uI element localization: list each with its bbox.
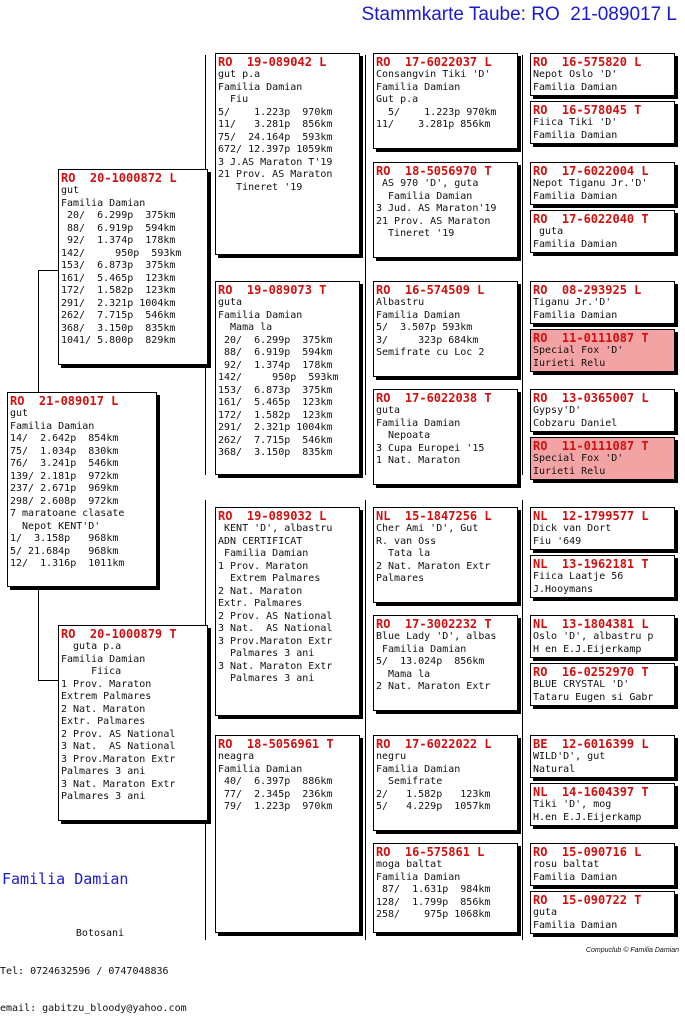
contact-email: email: gabitzu_bloody@yahoo.com: [0, 1003, 187, 1014]
ring-number: RO 11-0111087 T: [533, 331, 649, 345]
card-line: Tiganu Jr.'D': [533, 297, 612, 308]
contact-phone: Tel: 0724632596 / 0747048836: [0, 965, 169, 977]
card-line: ADN CERTIFICAT: [218, 535, 303, 547]
card-line: 3 Nat. Maraton Extr: [61, 778, 176, 790]
card-line: Nepot KENT'D': [10, 520, 101, 532]
card-line: 262/ 7.715p 546km: [61, 310, 176, 321]
pedigree-card-mmf: [373, 735, 518, 831]
card-line: Tiki 'D', mog: [533, 799, 612, 810]
card-line: Tata la: [376, 548, 431, 559]
pedigree-card-mf: [215, 507, 360, 716]
pedigree-card-fmf: [373, 281, 518, 377]
pedigree-card-father: [58, 169, 208, 365]
ring-number: NL 13-1962181 T: [533, 557, 649, 571]
card-line: Familia Damian: [376, 871, 461, 883]
card-line: BLUE CRYSTAL 'D': [533, 679, 630, 690]
page-title: Stammkarte Taube: RO 21-089017 L: [361, 4, 677, 25]
card-line: gut: [10, 408, 29, 419]
card-line: moga baltat: [376, 859, 443, 870]
ring-number: NL 12-1799577 L: [533, 509, 649, 523]
pedigree-card-g9: [530, 507, 675, 550]
card-line: 77/ 2.345p 236km: [218, 788, 333, 800]
contact-city: Botosani: [75, 928, 125, 939]
card-line: 172/ 1.582p 123km: [61, 285, 176, 296]
card-line: Familia Damian: [218, 548, 309, 559]
card-line: Semifrate cu Loc 2: [376, 347, 485, 358]
card-line: KENT 'D', albastru: [218, 523, 333, 534]
card-line: 1041/ 5.800p 829km: [61, 335, 176, 346]
card-line: 258/ 975p 1068km: [376, 909, 491, 920]
card-line: rosu baltat: [533, 859, 600, 870]
card-line: 14/ 2.642p 854km: [10, 433, 119, 444]
pedigree-card-g8: [530, 437, 675, 480]
card-line: Familia Damian: [376, 763, 461, 775]
card-line: R. van Oss: [376, 535, 437, 547]
card-line: 2 Nat. Maraton Extr: [376, 560, 491, 572]
card-line: 5/ 21.684p 968km: [10, 545, 119, 557]
pedigree-card-fff: [373, 53, 518, 149]
ring-number: RO 20-1000872 L: [61, 171, 177, 185]
card-line: 161/ 5.465p 123km: [61, 272, 176, 284]
card-line: Familia Damian: [533, 81, 618, 93]
card-line: guta: [533, 907, 558, 918]
card-line: gut: [61, 185, 80, 196]
card-line: 3 J.AS Maraton T'19: [218, 156, 333, 168]
card-line: 2/ 1.582p 123km: [376, 788, 491, 800]
card-line: 7 maratoane clasate: [10, 508, 125, 519]
ring-number: RO 17-6022040 T: [533, 212, 649, 226]
card-line: 92/ 1.374p 178km: [218, 359, 333, 371]
ring-number: NL 13-1804381 L: [533, 617, 649, 631]
card-line: Tineret '19: [376, 228, 455, 239]
card-line: 2 Prov. AS National: [218, 610, 333, 622]
card-line: Extrem Palmares: [218, 573, 321, 584]
card-line: Nepot Tiganu Jr.'D': [533, 178, 648, 189]
card-line: negru: [376, 751, 407, 762]
card-line: Familia Damian: [376, 190, 473, 202]
card-line: Familia Damian: [533, 919, 618, 931]
card-line: 142/ 950p 593km: [61, 247, 182, 259]
card-line: 291/ 2.321p 1004km: [61, 297, 176, 309]
ring-number: RO 16-578045 T: [533, 103, 642, 117]
card-line: Consangvin Tiki 'D': [376, 69, 491, 80]
card-line: 5/ 3.507p 593km: [376, 322, 473, 333]
card-line: Palmares 3 ani: [218, 648, 315, 659]
card-line: 21 Prov. AS Maraton: [218, 169, 333, 180]
card-line: Familia Damian: [376, 417, 461, 429]
card-line: Familia Damian: [533, 871, 618, 883]
card-line: 298/ 2.608p 972km: [10, 495, 119, 507]
pedigree-card-g14: [530, 783, 675, 826]
card-line: 1 Nat. Maraton: [376, 455, 461, 466]
card-line: Special Fox 'D': [533, 345, 624, 356]
pedigree-card-g13: [530, 735, 675, 778]
card-line: Albastru: [376, 297, 425, 308]
card-line: Blue Lady 'D', albas: [376, 631, 497, 642]
pedigree-card-ff: [215, 53, 360, 255]
card-line: 76/ 3.241p 546km: [10, 458, 119, 469]
card-line: J.Hooymans: [533, 583, 594, 595]
card-line: Special Fox 'D': [533, 453, 624, 464]
pedigree-card-g4: [530, 210, 675, 253]
card-line: 3 Nat. Maraton Extr: [218, 660, 333, 672]
card-line: 3 Nat. AS National: [61, 741, 176, 752]
card-line: 5/ 13.024p 856km: [376, 656, 485, 667]
ring-number: RO 08-293925 L: [533, 283, 642, 297]
pedigree-card-ffm: [373, 162, 518, 258]
card-line: 88/ 6.919p 594km: [218, 347, 333, 358]
card-line: 128/ 1.799p 856km: [376, 896, 491, 908]
ring-number: RO 17-6022038 T: [376, 391, 492, 405]
card-line: 11/ 3.281p 856km: [376, 119, 491, 130]
card-line: Familia Damian: [218, 763, 303, 775]
ring-number: RO 21-089017 L: [10, 394, 119, 408]
card-line: 237/ 2.671p 969km: [10, 483, 119, 494]
ring-number: NL 15-1847256 L: [376, 509, 492, 523]
card-line: 1/ 3.158p 968km: [10, 533, 119, 544]
card-line: Dick van Dort: [533, 523, 612, 534]
pedigree-card-fm: [215, 281, 360, 475]
card-line: Fiica: [61, 666, 122, 677]
ring-number: RO 16-574509 L: [376, 283, 485, 297]
card-line: 11/ 3.281p 856km: [218, 119, 333, 130]
card-line: 5/ 1.223p 970km: [376, 106, 497, 118]
footer-credit: Compuclub © Familia Damian: [585, 947, 679, 954]
card-line: Palmares 3 ani: [61, 766, 146, 777]
pedigree-card-g3: [530, 162, 675, 205]
pedigree-card-g2: [530, 101, 675, 144]
card-line: WILD'D', gut: [533, 751, 606, 762]
ring-number: RO 16-575820 L: [533, 55, 642, 69]
card-line: 75/ 1.034p 830km: [10, 445, 119, 457]
card-line: Nepot Oslo 'D': [533, 69, 618, 80]
card-line: 142/ 950p 593km: [218, 372, 339, 383]
brand-name: Familia Damian: [2, 870, 129, 888]
card-line: Extr. Palmares: [61, 716, 146, 727]
pedigree-card-g5: [530, 281, 675, 324]
card-line: gut p.a: [218, 69, 261, 80]
card-line: 153/ 6.873p 375km: [218, 384, 333, 396]
ring-number: RO 17-6022004 L: [533, 164, 649, 178]
card-line: 262/ 7.715p 546km: [218, 434, 333, 446]
card-line: 161/ 5.465p 123km: [218, 397, 333, 408]
pedigree-card-g15: [530, 843, 675, 886]
card-line: 3 Prov.Maraton Extr: [61, 753, 176, 765]
pedigree-card-g10: [530, 555, 675, 598]
contact-block: [0, 903, 200, 1028]
card-line: Familia Damian: [533, 238, 618, 250]
card-line: Iurieti Relu: [533, 357, 606, 369]
card-line: 20/ 6.299p 375km: [218, 334, 333, 346]
card-line: Iurieti Relu: [533, 465, 606, 477]
card-line: 1 Prov. Maraton: [61, 678, 152, 690]
card-line: Familia Damian: [61, 653, 146, 665]
ring-number: RO 17-6022022 L: [376, 737, 492, 751]
card-line: Gut p.a: [376, 94, 419, 105]
card-line: Familia Damian: [61, 197, 146, 209]
card-line: Familia Damian: [218, 81, 303, 93]
card-line: Oslo 'D', albastru p: [533, 631, 654, 642]
ring-number: RO 19-089032 L: [218, 509, 327, 523]
card-line: Nepoata: [376, 430, 431, 441]
card-line: 2 Nat. Maraton Extr: [376, 681, 491, 692]
card-line: 3 Prov.Maraton Extr: [218, 635, 333, 647]
card-line: 139/ 2.181p 972km: [10, 470, 119, 482]
pedigree-card-mfm: [373, 615, 518, 711]
card-line: Palmares 3 ani: [61, 791, 146, 802]
card-line: 153/ 6.873p 375km: [61, 260, 176, 271]
pedigree-card-g16: [530, 891, 675, 934]
card-line: Familia Damian: [533, 190, 618, 202]
card-line: Natural: [533, 763, 576, 775]
card-line: Cher Ami 'D', Gut: [376, 523, 479, 534]
ring-number: RO 17-3002232 T: [376, 617, 492, 631]
ring-number: RO 18-5056970 T: [376, 164, 492, 178]
card-line: Fiica Tiki 'D': [533, 117, 618, 128]
ring-number: RO 20-1000879 T: [61, 627, 177, 641]
card-line: 291/ 2.321p 1004km: [218, 422, 333, 433]
card-line: Familia Damian: [533, 309, 618, 321]
card-line: Fiica Laatje 56: [533, 571, 624, 582]
card-line: Fiu '649: [533, 535, 582, 547]
card-line: 2 Nat. Maraton: [218, 585, 303, 597]
pedigree-card-g11: [530, 615, 675, 658]
card-line: Tataru Eugen si Gabr: [533, 691, 654, 703]
card-line: Tineret '19: [218, 181, 303, 193]
card-line: 5/ 1.223p 970km: [218, 106, 333, 118]
card-line: 40/ 6.397p 886km: [218, 776, 333, 787]
ring-number: RO 16-575861 L: [376, 845, 485, 859]
ring-number: BE 12-6016399 L: [533, 737, 649, 751]
pedigree-card-g12: [530, 663, 675, 706]
card-line: 79/ 1.223p 970km: [218, 801, 333, 812]
card-line: Familia Damian: [218, 309, 303, 321]
card-line: 368/ 3.150p 835km: [218, 447, 333, 458]
card-line: Familia Damian: [533, 129, 618, 141]
card-line: Cobzaru Daniel: [533, 417, 618, 429]
ring-number: RO 17-6022037 L: [376, 55, 492, 69]
card-line: 12/ 1.316p 1011km: [10, 558, 125, 569]
card-line: Gypsy'D': [533, 405, 582, 416]
card-line: Extrem Palmares: [61, 691, 152, 702]
pedigree-card-mother: [58, 625, 208, 821]
card-line: H.en E.J.Eijerkamp: [533, 811, 642, 823]
card-line: Familia Damian: [10, 420, 95, 432]
ring-number: RO 19-089073 T: [218, 283, 327, 297]
card-line: guta: [533, 226, 564, 237]
card-line: guta: [376, 405, 401, 416]
card-line: 21 Prov. AS Maraton: [376, 215, 491, 227]
card-line: Semifrate: [376, 776, 443, 787]
card-line: Familia Damian: [376, 309, 461, 321]
card-line: 3 Nat. AS National: [218, 623, 333, 634]
card-line: 2 Prov. AS National: [61, 728, 176, 740]
pedigree-card-g1: [530, 53, 675, 96]
card-line: neagra: [218, 751, 255, 762]
pedigree-card-mmm: [373, 843, 518, 933]
ring-number: RO 19-089042 L: [218, 55, 327, 69]
card-line: Mama la: [376, 668, 431, 680]
card-line: guta p.a: [61, 641, 122, 652]
card-line: Mama la: [218, 322, 273, 333]
card-line: 88/ 6.919p 594km: [61, 222, 176, 234]
pedigree-card-g7: [530, 389, 675, 432]
card-line: 368/ 3.150p 835km: [61, 322, 176, 334]
card-line: 672/ 12.397p 1059km: [218, 144, 333, 155]
card-line: AS 970 'D', guta: [376, 178, 479, 189]
pedigree-card-fmm: [373, 389, 518, 485]
card-line: 75/ 24.164p 593km: [218, 131, 333, 143]
ring-number: RO 16-0252970 T: [533, 665, 649, 679]
pedigree-card-mff: [373, 507, 518, 603]
ring-number: RO 11-0111087 T: [533, 439, 649, 453]
card-line: H en E.J.Eijerkamp: [533, 643, 642, 655]
ring-number: RO 15-090722 T: [533, 893, 642, 907]
card-line: Extr. Palmares: [218, 598, 303, 609]
pedigree-card-g6: [530, 329, 675, 372]
card-line: 5/ 4.229p 1057km: [376, 801, 491, 812]
card-line: 3 Jud. AS Maraton'19: [376, 203, 497, 214]
card-line: guta: [218, 297, 243, 308]
ring-number: NL 14-1604397 T: [533, 785, 649, 799]
card-line: 87/ 1.631p 984km: [376, 884, 491, 895]
ring-number: RO 15-090716 L: [533, 845, 642, 859]
pedigree-card-mm: [215, 735, 360, 933]
card-line: 20/ 6.299p 375km: [61, 210, 176, 221]
ring-number: RO 18-5056961 T: [218, 737, 334, 751]
card-line: Familia Damian: [376, 81, 461, 93]
card-line: Palmares 3 ani: [218, 673, 315, 684]
card-line: 172/ 1.582p 123km: [218, 409, 333, 421]
card-line: 3 Cupa Europei '15: [376, 442, 485, 454]
card-line: Palmares: [376, 573, 425, 584]
card-line: 1 Prov. Maraton: [218, 560, 309, 572]
ring-number: RO 13-0365007 L: [533, 391, 649, 405]
card-line: 92/ 1.374p 178km: [61, 235, 176, 246]
card-line: Fiu: [218, 94, 249, 105]
pedigree-card-subject: [7, 392, 157, 587]
card-line: 2 Nat. Maraton: [61, 703, 146, 715]
card-line: Familia Damian: [376, 643, 467, 655]
card-line: 3/ 323p 684km: [376, 334, 479, 346]
